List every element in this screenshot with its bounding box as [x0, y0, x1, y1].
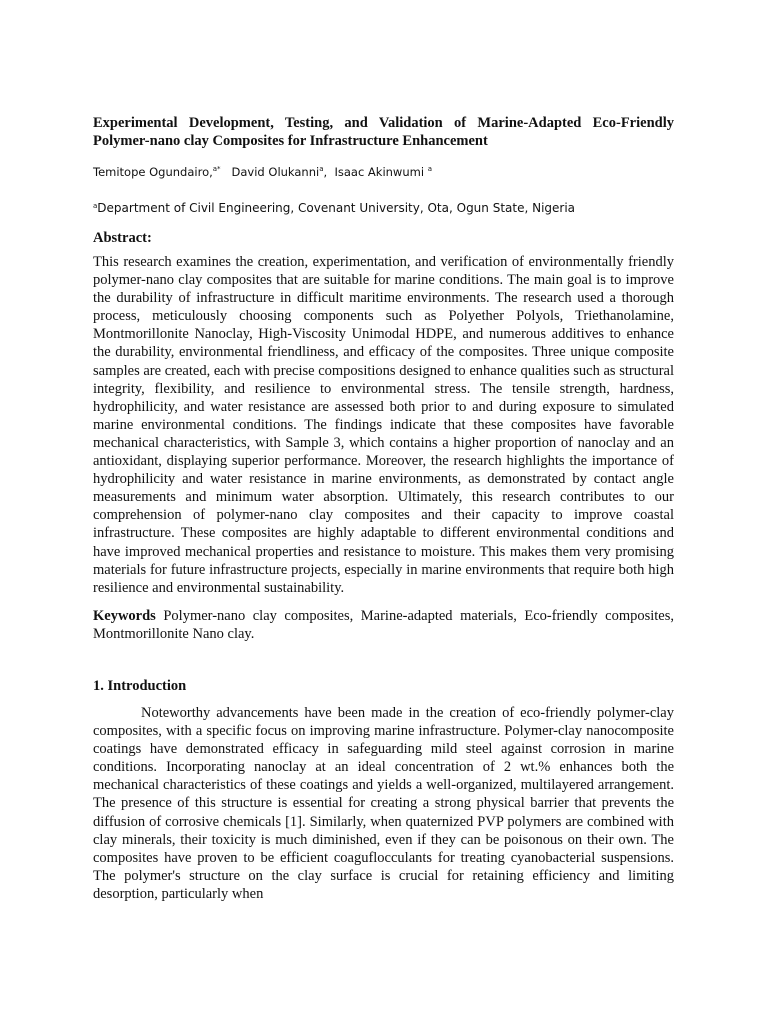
affiliation — [93, 199, 674, 216]
paper-title-line-1: Experimental Development, Testing, and Validation of Marine-Adapted Eco-Friendly — [93, 115, 674, 131]
paper-title — [93, 114, 674, 150]
abstract-text: This research examines the creation, experimentation, and verification of environmentally friendly polymer-nano clay composites that are suitable for marine conditions. The main goal is to improve the durability of infrastructure in difficult maritime environments. The research used a thorough process, meticulously choosing components such as Polyether Polyols, Triethanolamine, Montmorillonite Nanoclay, High-Viscosity Unimodal HDPE, and numerous additives to enhance the durability, environmental friendliness, and efficacy of the composites. Three unique composite samples are created, each with precise compositions designed to enhance qualities such as structural integrity, flexibility, and resilience to environmental stress. The tensile strength, hardness, hydrophilicity, and water resistance are assessed both prior to and during exposure to simulated marine environmental conditions. The findings indicate that these composites have favorable mechanical characteristics, with Sample 3, which contains a higher proportion of nanoclay and an antioxidant, displaying superior performance. Moreover, the research highlights the importance of hydrophilicity and water resistance in marine environments, as demonstrated by contact angle measurements and minimum water absorption. Ultimately, this research contributes to our comprehension of polymer-nano clay composites and their capacity to improve coastal infrastructure. These composites are highly adaptable to different environmental conditions and have improved mechanical properties and resistance to moisture. This makes them very promising materials for future infrastructure projects, especially in marine environments that require both high resilience and environmental sustainability. — [93, 254, 674, 596]
author-list: Temitope Ogundairo,$^{a*}$ David Olukanni$^a$, Isaac Akinwumi $^a$ — [93, 165, 432, 179]
keywords-text: Polymer-nano clay composites, Marine-adapted materials, Eco-friendly composites, Montmorillonite Nano clay. — [93, 607, 674, 642]
author-affiliation-mark: a — [319, 165, 324, 173]
author-name: Temitope Ogundairo, — [93, 165, 213, 179]
paper-page — [93, 114, 674, 903]
author-name: Isaac Akinwumi — [334, 165, 425, 179]
keywords — [93, 607, 674, 643]
abstract-heading: Abstract: — [93, 230, 152, 246]
section-heading-introduction: 1. Introduction — [93, 677, 187, 694]
affiliation-mark: a — [93, 202, 98, 210]
introduction-text: Noteworthy advancements have been made in the creation of eco-friendly polymer-clay composites, with a specific focus on improving marine infrastructure. Polymer-clay nanocomposite coatings have demonstrated efficacy in safeguarding mild steel against corrosion in marine conditions. Incorporating nanoclay at an ideal concentration of 2 wt.% enhances both the mechanical characteristics of these coatings and yields a well-organized, multilayered arrangement. The presence of this structure is essential for creating a strong physical barrier that prevents the diffusion of corrosive chemicals [1]. Similarly, when quaternized PVP polymers are combined with clay minerals, their toxicity is much diminished, even if they can be poisonous on their own. The composites have proven to be efficient coaguflocculants for treating cyanobacterial suspensions. The polymer's structure on the clay surface is crucial for retaining efficiency and limiting desorption, particularly when — [93, 704, 674, 902]
author-affiliation-mark: a* — [212, 165, 221, 173]
affiliation-text: Department of Civil Engineering, Covenant University, Ota, Ogun State, Nigeria — [97, 201, 576, 215]
keywords-label: Keywords — [93, 607, 156, 624]
paper-title-line-2: Polymer-nano clay Composites for Infrastructure Enhancement — [93, 133, 488, 149]
author-affiliation-mark: a — [427, 165, 432, 173]
author-name: David Olukanni — [231, 165, 320, 179]
